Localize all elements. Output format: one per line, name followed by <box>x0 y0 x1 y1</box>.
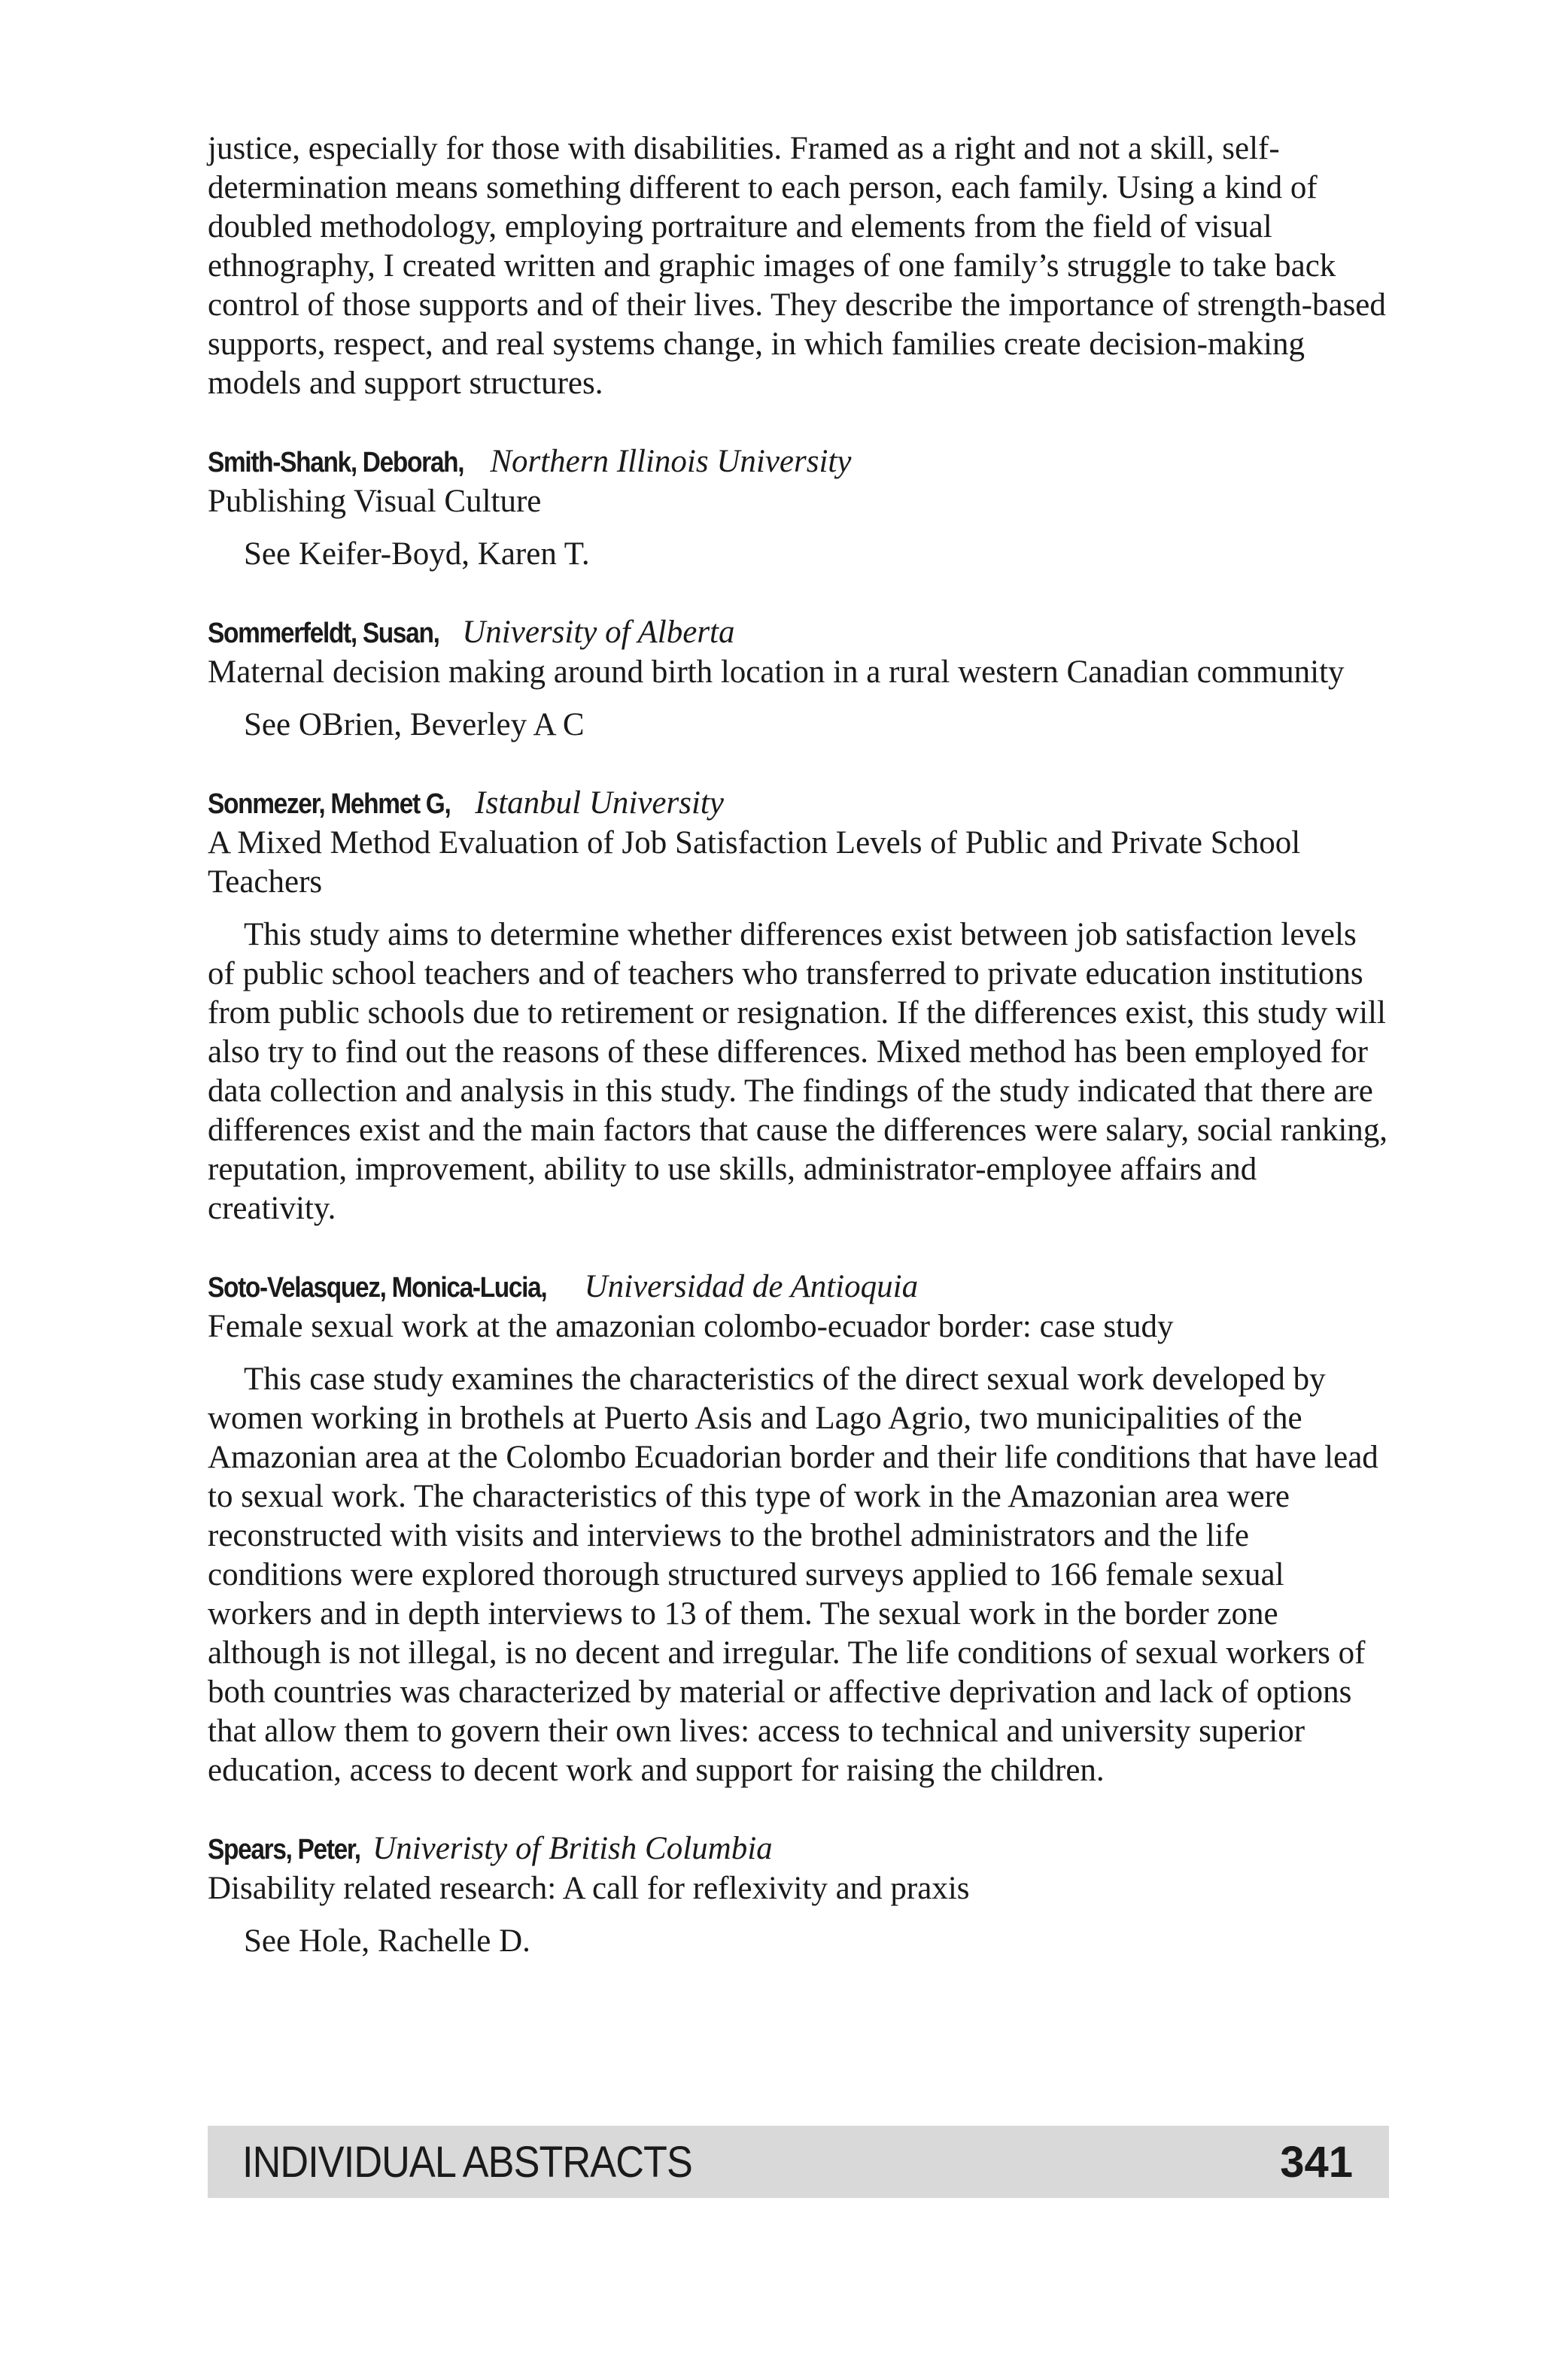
entry-author: Sonmezer, Mehmet G, <box>208 788 451 820</box>
abstract-entry <box>208 1267 1389 1790</box>
entry-title: Disability related research: A call for reflexivity and praxis <box>208 1871 970 1906</box>
page-body <box>208 129 1389 2000</box>
entry-affiliation: Northern Illinois University <box>490 444 852 479</box>
entry-affiliation: Istanbul University <box>475 785 724 821</box>
footer-page-number: 341 <box>1280 2137 1353 2187</box>
entry-see-reference: See OBrien, Beverley A C <box>244 707 585 742</box>
entry-author: Spears, Peter, <box>208 1834 360 1865</box>
entry-abstract: This case study examines the characteristics of the direct sexual work developed by women working in brothels at Puerto Asis and Lago Agrio, two municipalities of the Amazonian area at the Colombo Ecuadorian border and their life conditions that have lead to sexual work. The characteristics of this type of work in the Amazonian area were reconstructed with visits and interviews to the brothel administrators and the life conditions were explored thorough structured surveys applied to 166 female sexual workers and in depth interviews to 13 of them. The sexual work in the border zone although is not illegal, is no decent and irregular. The life conditions of sexual workers of both countries was characterized by material or affective deprivation and lack of options that allow them to govern their own lives: access to technical and university superior education, access to decent work and support for raising the children. <box>208 1362 1378 1788</box>
abstract-entry <box>208 613 1389 745</box>
entry-affiliation: Univeristy of British Columbia <box>372 1831 773 1866</box>
entry-heading <box>208 784 1389 824</box>
entry-heading <box>208 1267 1389 1307</box>
entry-affiliation: Universidad de Antioquia <box>584 1269 919 1304</box>
entry-title: Female sexual work at the amazonian colombo-ecuador border: case study <box>208 1309 1174 1344</box>
entry-heading <box>208 613 1389 653</box>
abstract-entry <box>208 1829 1389 1961</box>
entry-author: Smith-Shank, Deborah, <box>208 447 464 478</box>
entry-heading <box>208 442 1389 482</box>
intro-paragraph: justice, especially for those with disabilities. Framed as a right and not a skill, self-determination means something different to each person, each family. Using a kind of doubled methodology, employing portraiture and elements from the field of visual ethnography, I created written and graphic images of one family’s struggle to take back control of those supports and of their lives. They describe the importance of strength-based supports, respect, and real systems change, in which families create decision-making models and support structures. <box>208 131 1386 401</box>
entry-see-reference: See Hole, Rachelle D. <box>244 1923 530 1959</box>
abstract-entry <box>208 784 1389 1228</box>
footer-section-title: INDIVIDUAL ABSTRACTS <box>242 2137 692 2187</box>
entry-abstract: This study aims to determine whether differences exist between job satisfaction levels of public school teachers and of teachers who transferred to private education institutions from public schools due to retirement or resignation. If the differences exist, this study will also try to find out the reasons of these differences. Mixed method has been employed for data collection and analysis in this study. The findings of the study indicated that there are differences exist and the main factors that cause the differences were salary, social ranking, reputation, improvement, ability to use skills, administrator-employee affairs and creativity. <box>208 917 1388 1226</box>
entry-title: A Mixed Method Evaluation of Job Satisfaction Levels of Public and Private School Teachers <box>208 825 1301 900</box>
entry-title: Maternal decision making around birth location in a rural western Canadian community <box>208 654 1345 690</box>
entry-author: Soto-Velasquez, Monica-Lucia, <box>208 1272 547 1304</box>
abstract-entry <box>208 442 1389 574</box>
entry-title: Publishing Visual Culture <box>208 484 542 519</box>
page-footer <box>208 2126 1389 2198</box>
entry-heading <box>208 1829 1389 1869</box>
entry-see-reference: See Keifer-Boyd, Karen T. <box>244 536 590 572</box>
entry-affiliation: University of Alberta <box>462 615 735 650</box>
entry-author: Sommerfeldt, Susan, <box>208 618 439 649</box>
spacer <box>208 403 1389 442</box>
